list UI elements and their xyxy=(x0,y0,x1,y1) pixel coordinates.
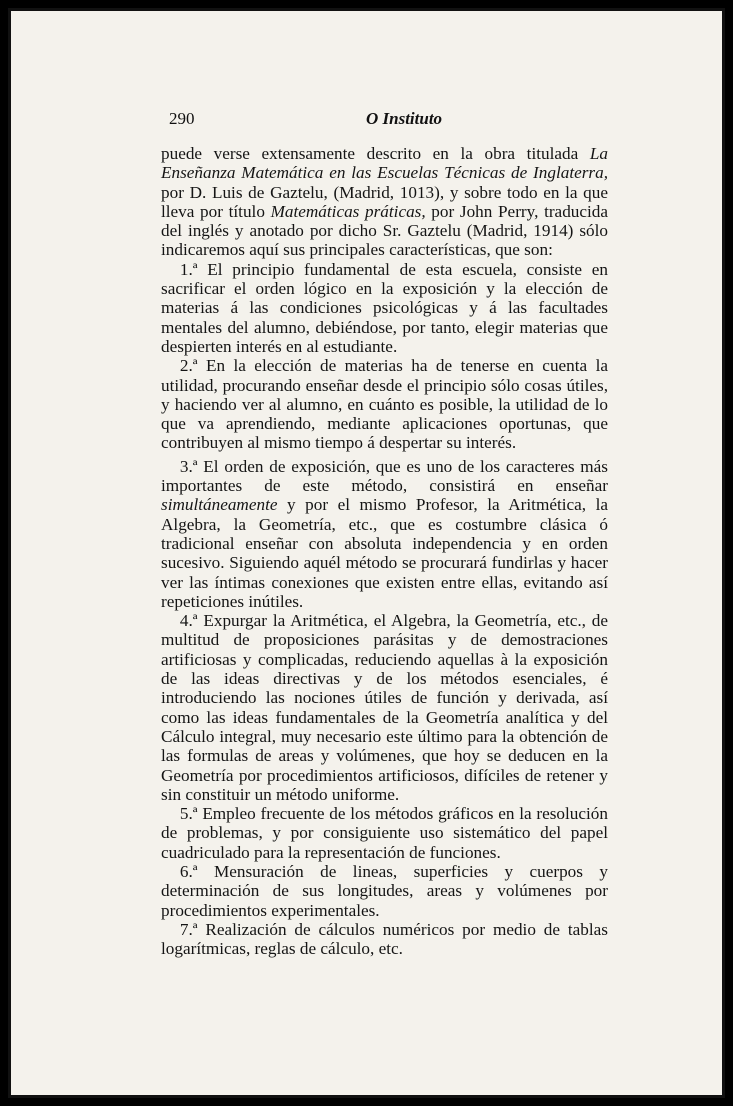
page-header xyxy=(161,109,601,133)
text-run-italic: simultáneamente xyxy=(161,495,278,515)
text-run-italic: La Enseñanza Matemática en las Escuelas Técnicas de Inglaterra, xyxy=(161,144,608,183)
paragraph-point-6 xyxy=(161,862,608,920)
paragraph-point-1 xyxy=(161,260,608,356)
paragraph-point-4 xyxy=(161,611,608,804)
text-run: puede verse extensamente descrito en la obra titulada xyxy=(161,144,590,163)
text-run: 5.ª Empleo frecuente de los métodos gráficos en la resolución de problemas, y por consiguiente uso sistemático del papel cuadriculado para la representación de funciones. xyxy=(161,804,608,862)
body-text xyxy=(161,144,608,958)
text-run: por D. Luis de Gaztelu, (Madrid, 1013), y sobre todo en la que lleva por título xyxy=(161,182,608,221)
text-run: por John Perry, traducida del inglés y anotado por dicho Sr. Gaztelu (Madrid, 1914) sólo indicaremos aquí sus principales características, que son: xyxy=(161,201,609,260)
paragraph-point-7 xyxy=(161,920,608,959)
text-run: 4.ª Expurgar la Aritmética, el Algebra, la Geometría, etc., de multitud de proposiciones parásitas y de demostraciones artificiosas y complicadas, reduciendo aquellas à la exposición de las ideas directivas y de los métodos esenciales, é introduciendo las nociones útiles de función y derivada, así como las ideas fundamentales de la Geometría analítica y del Cálculo integral, muy necesario este último para la obtención de las formulas de areas y volúmenes, que hoy se deducen en la Geometría por procedimientos artificiosos, difíciles de retener y sin constituir un método uniforme. xyxy=(161,611,608,804)
paragraph-intro xyxy=(161,144,608,260)
paragraph-point-5 xyxy=(161,804,608,862)
text-run: 6.ª Mensuración de lineas, superficies y cuerpos y determinación de sus longitudes, areas y volúmenes por procedimientos experimentales. xyxy=(161,861,608,920)
text-run: 3.ª El orden de exposición, que es uno de los caracteres más importantes de este método, consistirá en enseñar xyxy=(161,456,608,496)
text-run: 1.ª El principio fundamental de esta escuela, consiste en sacrificar el orden lógico en la exposición y la elección de materias á las condiciones psicológicas y á las facultades mentales del alumno, debiéndose, por tanto, elegir materias que despierten interés en al estudiante. xyxy=(161,259,608,356)
text-run: 7.ª Realización de cálculos numéricos por medio de tablas logarítmicas, reglas de cálculo, etc. xyxy=(161,919,608,959)
paragraph-point-2 xyxy=(161,356,608,452)
book-page xyxy=(8,8,725,1098)
text-run: 2.ª En la elección de materias ha de tenerse en cuenta la utilidad, procurando enseñar desde el principio sólo cosas útiles, y haciendo ver al alumno, en cuánto es posible, la utilidad de lo que va aprendiendo, mediante aplicaciones oportunas, que contribuyen al mismo tiempo á despertar su interés. xyxy=(161,356,608,453)
running-title: O Instituto xyxy=(366,109,443,128)
text-run-italic: Matemáticas práticas, xyxy=(270,201,426,221)
text-run: y por el mismo Profesor, la Aritmética, la Algebra, la Geometría, etc., que es costumbre clásica ó tradicional enseñar con absoluta independencia y en orden sucesivo. Siguiendo aquél método se procurará fundirlas y hacer ver las íntimas conexiones que existen entre ellas, evitando así repeticiones inútiles. xyxy=(161,495,608,611)
page-number: 290 xyxy=(169,109,195,128)
paragraph-point-3 xyxy=(161,457,608,611)
